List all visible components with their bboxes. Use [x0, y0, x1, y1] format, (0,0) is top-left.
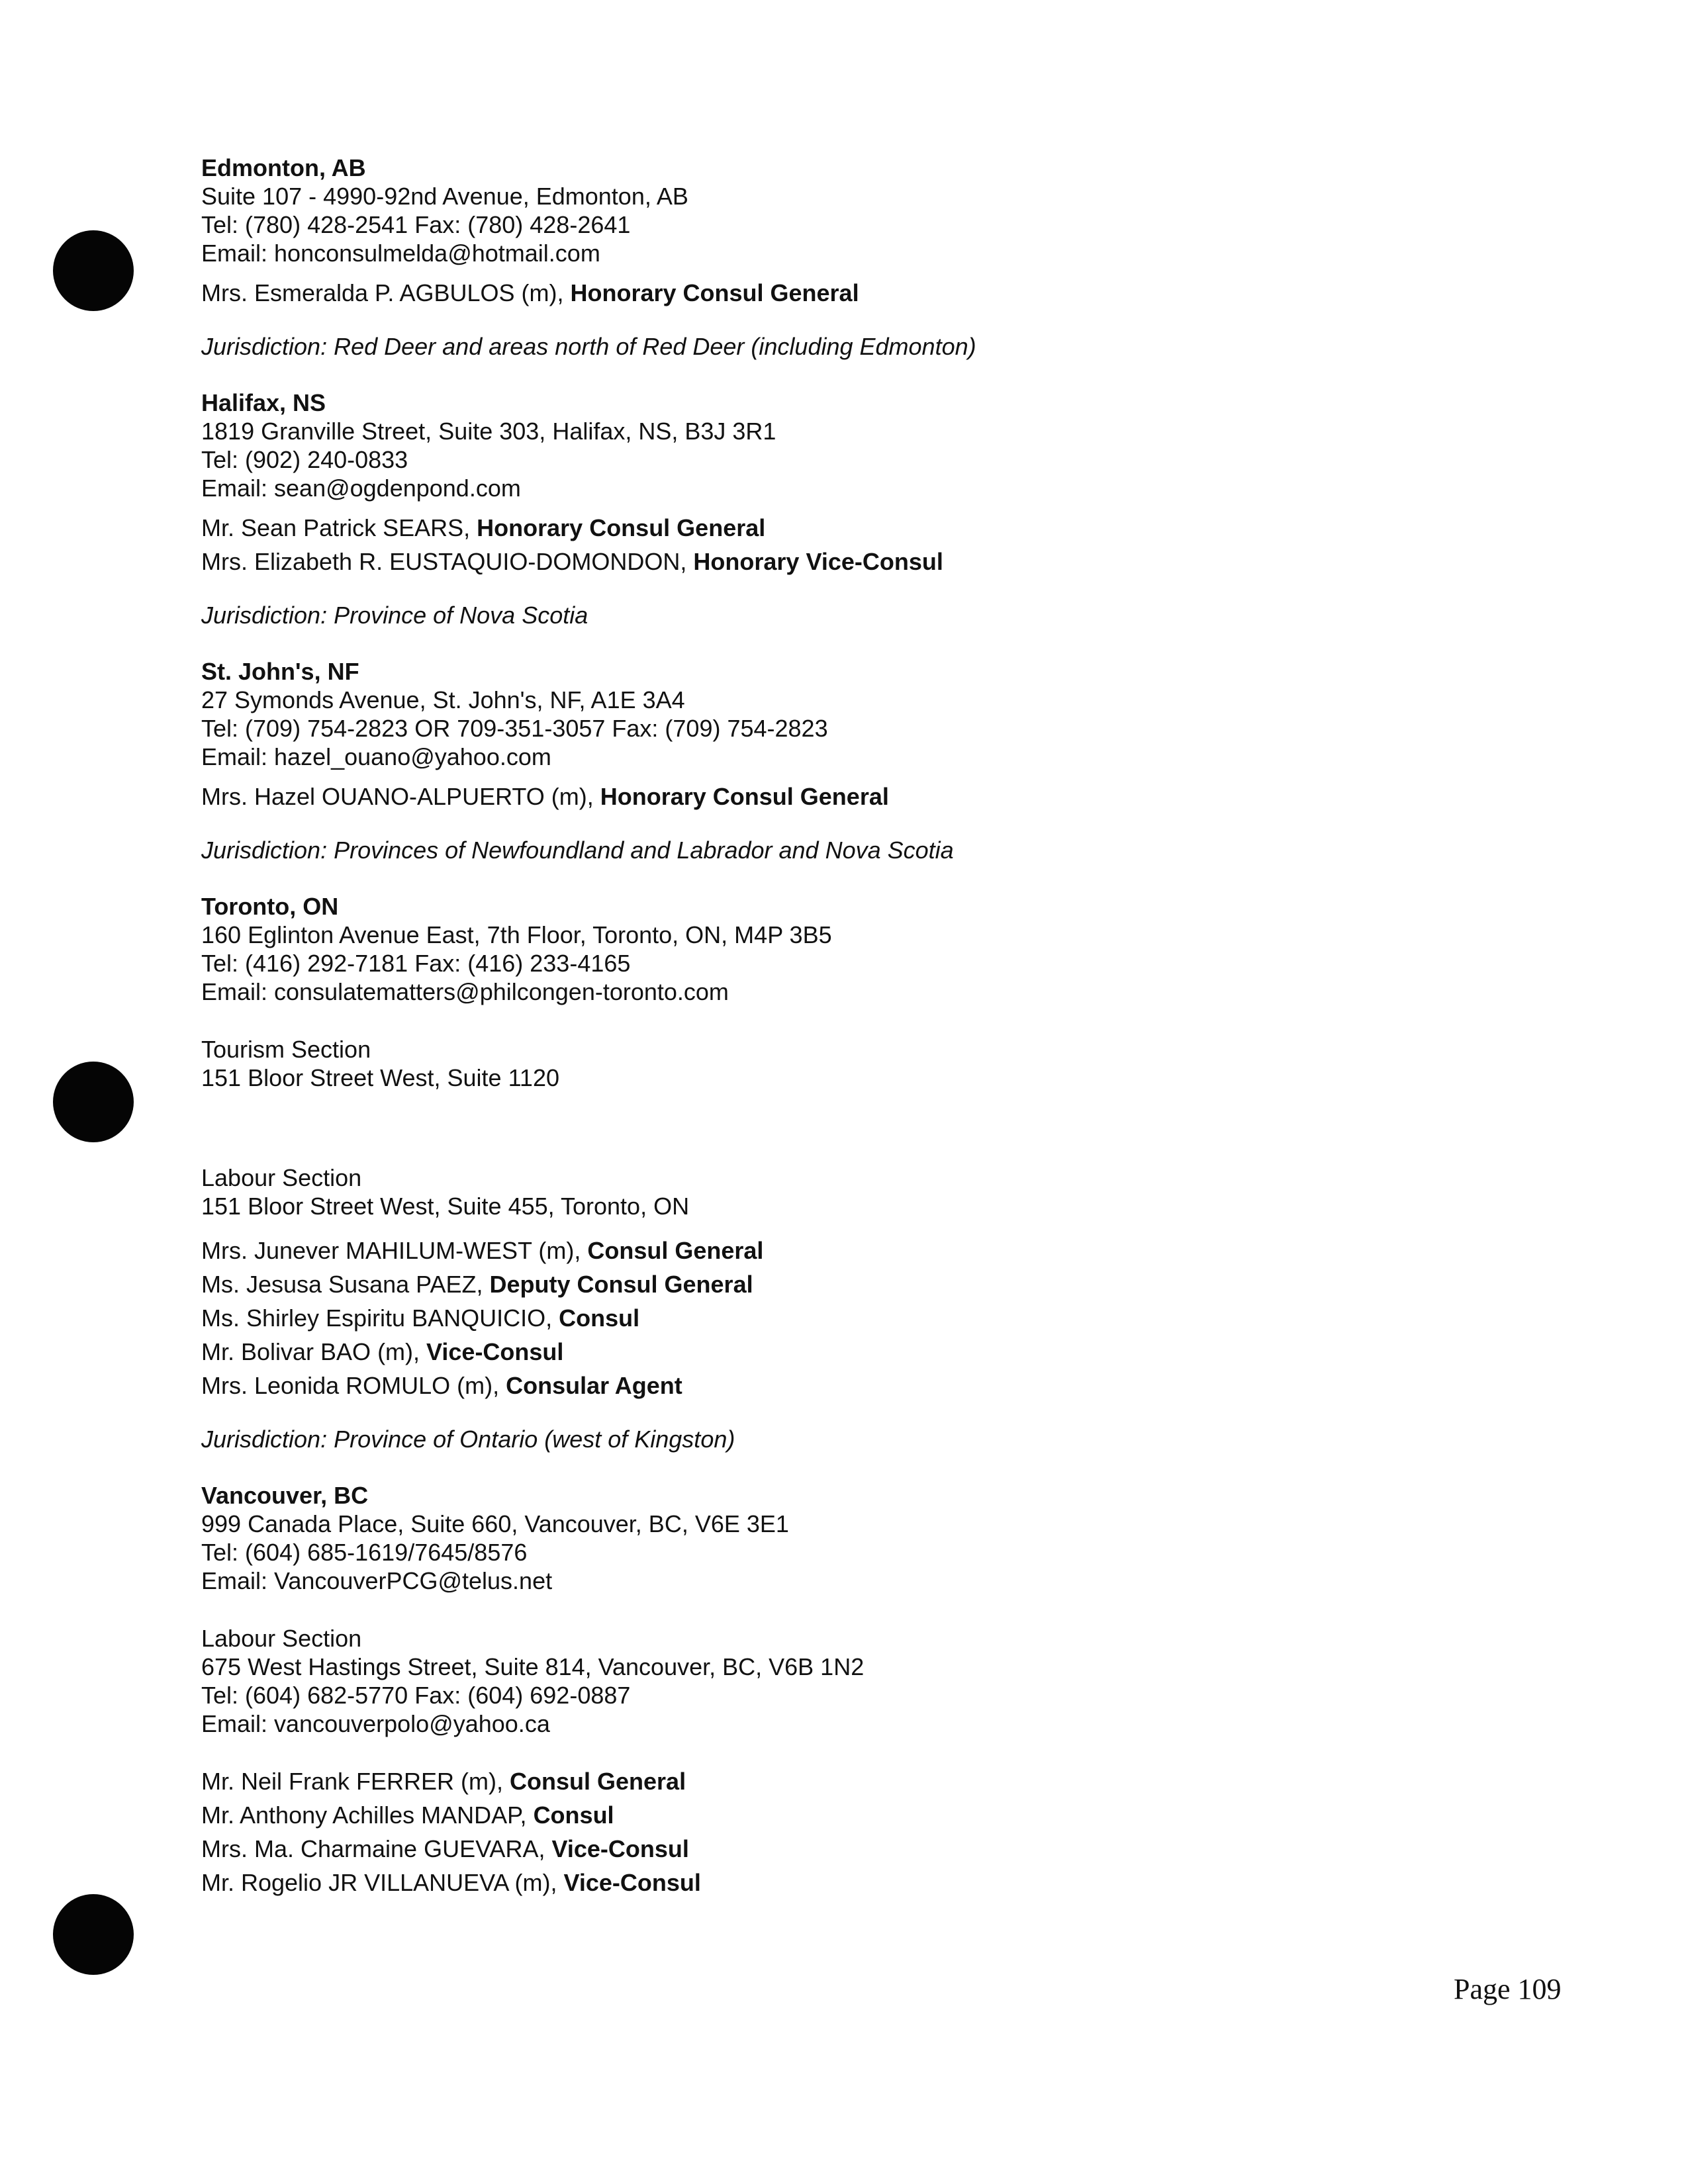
person-entry — [201, 1832, 1459, 1866]
person-title: Vice-Consul — [551, 1835, 689, 1862]
email-line: Email: sean@ogdenpond.com — [201, 475, 521, 502]
address-line: 999 Canada Place, Suite 660, Vancouver, BC, V6E 3E1 — [201, 1510, 789, 1537]
jurisdiction: Jurisdiction: Province of Nova Scotia — [201, 602, 588, 629]
person-title: Consul — [533, 1801, 614, 1829]
person-title: Honorary Consul General — [570, 279, 859, 306]
person-name: Mr. Anthony Achilles MANDAP, — [201, 1801, 534, 1829]
address-line: 151 Bloor Street West, Suite 455, Toronto, ON — [201, 1193, 690, 1220]
section-toronto — [201, 892, 1459, 1453]
person-title: Consular Agent — [506, 1372, 682, 1399]
jurisdiction: Jurisdiction: Province of Ontario (west of Kingston) — [201, 1426, 735, 1453]
subsection-title: Labour Section — [201, 1164, 362, 1191]
address-line: 27 Symonds Avenue, St. John's, NF, A1E 3A4 — [201, 686, 685, 713]
person-entry — [201, 545, 1459, 578]
people-list — [201, 1764, 1459, 1899]
email-line: Email: hazel_ouano@yahoo.com — [201, 743, 551, 770]
person-entry — [201, 780, 1459, 813]
person-name: Mrs. Esmeralda P. AGBULOS (m), — [201, 279, 571, 306]
jurisdiction: Jurisdiction: Red Deer and areas north of Red Deer (including Edmonton) — [201, 333, 976, 360]
address-line: 675 West Hastings Street, Suite 814, Vancouver, BC, V6B 1N2 — [201, 1653, 865, 1680]
address-line: Suite 107 - 4990-92nd Avenue, Edmonton, AB — [201, 183, 688, 210]
person-title: Deputy Consul General — [489, 1271, 753, 1298]
person-title: Vice-Consul — [426, 1338, 564, 1365]
phone-line: Tel: (902) 240-0833 — [201, 446, 408, 473]
email-line: Email: consulatematters@philcongen-toronto.com — [201, 978, 729, 1005]
people-list — [201, 276, 1459, 310]
section-heading: Vancouver, BC — [201, 1482, 369, 1509]
address-line: 160 Eglinton Avenue East, 7th Floor, Toronto, ON, M4P 3B5 — [201, 921, 832, 948]
people-list — [201, 1234, 1459, 1402]
section-st-johns — [201, 657, 1459, 864]
person-title: Consul — [559, 1304, 640, 1332]
people-list — [201, 511, 1459, 578]
tourism-section — [201, 1035, 1459, 1092]
person-title: Honorary Consul General — [600, 783, 889, 810]
phone-line: Tel: (709) 754-2823 OR 709-351-3057 Fax: (709) 754-2823 — [201, 715, 828, 742]
person-name: Mr. Rogelio JR VILLANUEVA (m), — [201, 1869, 564, 1896]
person-title: Consul General — [587, 1237, 764, 1264]
person-name: Ms. Jesusa Susana PAEZ, — [201, 1271, 490, 1298]
email-line: Email: VancouverPCG@telus.net — [201, 1567, 553, 1594]
person-name: Mr. Neil Frank FERRER (m), — [201, 1768, 510, 1795]
person-entry — [201, 1369, 1459, 1402]
labour-section — [201, 1624, 1459, 1738]
person-title: Vice-Consul — [563, 1869, 701, 1896]
person-title: Honorary Consul General — [477, 514, 766, 541]
person-name: Mrs. Ma. Charmaine GUEVARA, — [201, 1835, 552, 1862]
email-line: Email: honconsulmelda@hotmail.com — [201, 240, 600, 267]
subsection-title: Labour Section — [201, 1625, 362, 1652]
section-heading: St. John's, NF — [201, 658, 359, 685]
document-body — [201, 154, 1459, 1899]
section-halifax — [201, 388, 1459, 629]
binder-hole — [53, 230, 134, 311]
binder-hole — [53, 1062, 134, 1142]
page-number: Page 109 — [1454, 1973, 1562, 2005]
address-line: 1819 Granville Street, Suite 303, Halifax, NS, B3J 3R1 — [201, 418, 776, 445]
person-entry — [201, 1234, 1459, 1267]
section-heading: Halifax, NS — [201, 389, 326, 416]
section-heading: Toronto, ON — [201, 893, 339, 920]
phone-line: Tel: (604) 682-5770 Fax: (604) 692-0887 — [201, 1682, 631, 1709]
phone-line: Tel: (780) 428-2541 Fax: (780) 428-2641 — [201, 211, 631, 238]
person-name: Mrs. Leonida ROMULO (m), — [201, 1372, 506, 1399]
email-line: Email: vancouverpolo@yahoo.ca — [201, 1710, 550, 1737]
person-entry — [201, 276, 1459, 310]
person-name: Mrs. Hazel OUANO-ALPUERTO (m), — [201, 783, 600, 810]
jurisdiction: Jurisdiction: Provinces of Newfoundland and Labrador and Nova Scotia — [201, 837, 954, 864]
person-name: Mrs. Elizabeth R. EUSTAQUIO-DOMONDON, — [201, 548, 694, 575]
person-name: Ms. Shirley Espiritu BANQUICIO, — [201, 1304, 559, 1332]
person-name: Mr. Bolivar BAO (m), — [201, 1338, 427, 1365]
person-title: Honorary Vice-Consul — [693, 548, 943, 575]
labour-section — [201, 1163, 1459, 1220]
phone-line: Tel: (416) 292-7181 Fax: (416) 233-4165 — [201, 950, 631, 977]
person-entry — [201, 1267, 1459, 1301]
person-name: Mrs. Junever MAHILUM-WEST (m), — [201, 1237, 588, 1264]
section-heading: Edmonton, AB — [201, 154, 366, 181]
person-entry — [201, 1866, 1459, 1899]
person-entry — [201, 511, 1459, 545]
person-entry — [201, 1335, 1459, 1369]
binder-hole — [53, 1894, 134, 1975]
subsection-title: Tourism Section — [201, 1036, 371, 1063]
section-edmonton — [201, 154, 1459, 361]
person-name: Mr. Sean Patrick SEARS, — [201, 514, 477, 541]
person-title: Consul General — [510, 1768, 686, 1795]
section-vancouver — [201, 1481, 1459, 1899]
people-list — [201, 780, 1459, 813]
address-line: 151 Bloor Street West, Suite 1120 — [201, 1064, 559, 1091]
person-entry — [201, 1764, 1459, 1798]
person-entry — [201, 1301, 1459, 1335]
phone-line: Tel: (604) 685-1619/7645/8576 — [201, 1539, 528, 1566]
person-entry — [201, 1798, 1459, 1832]
